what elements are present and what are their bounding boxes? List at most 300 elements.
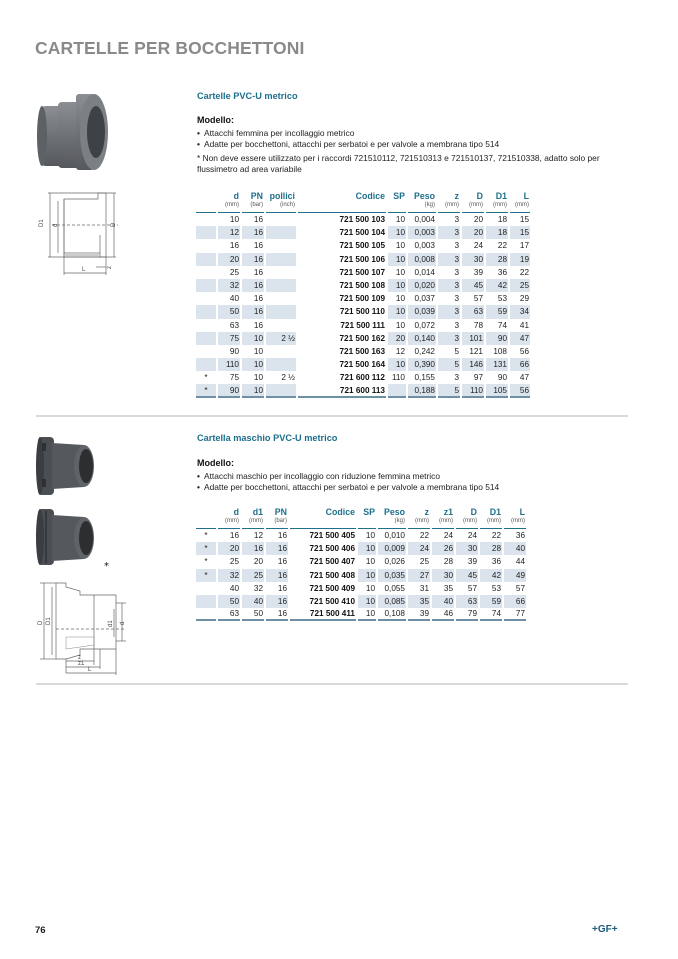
cell-sp: 10 bbox=[388, 305, 406, 318]
cell-codice: 721 500 408 bbox=[309, 570, 355, 580]
cell-d: 57 bbox=[467, 583, 477, 593]
table-row bbox=[196, 226, 530, 239]
cell-sp: 20 bbox=[388, 332, 406, 345]
cell-d: 63 bbox=[218, 608, 240, 621]
cell-d: 50 bbox=[218, 595, 240, 608]
table-row bbox=[196, 279, 530, 292]
dim-label-d: d bbox=[120, 621, 126, 625]
cell-l: 15 bbox=[510, 226, 530, 239]
table-row bbox=[196, 319, 530, 332]
cell-d1: 36 bbox=[497, 267, 507, 277]
cell-codice: 721 500 163 bbox=[339, 346, 385, 356]
cell-l: 56 bbox=[510, 384, 530, 397]
cell-l: 36 bbox=[515, 531, 525, 541]
cell-d1: 42 bbox=[480, 569, 502, 582]
cell-d1: 25 bbox=[242, 569, 264, 582]
cell-d1: 74 bbox=[497, 320, 507, 330]
table-row bbox=[196, 266, 530, 279]
col-header-z: z bbox=[454, 191, 459, 201]
product-photo-male-stub-b bbox=[36, 507, 101, 569]
unit-pollici: (inch) bbox=[266, 201, 296, 213]
modello-label: Modello: bbox=[197, 115, 234, 125]
dim-label-L: L bbox=[88, 667, 92, 673]
cell-mark: * bbox=[204, 531, 208, 541]
cell-d: 24 bbox=[473, 241, 483, 251]
table-row bbox=[196, 213, 530, 226]
cell-d: 32 bbox=[218, 279, 240, 292]
cell-d: 12 bbox=[218, 226, 240, 239]
cell-d1: 131 bbox=[486, 358, 508, 371]
cell-d1: 16 bbox=[242, 542, 264, 555]
cell-pn: 10 bbox=[253, 373, 263, 383]
cell-d: 20 bbox=[473, 215, 483, 225]
cell-sp: 10 bbox=[358, 608, 376, 621]
cell-d1: 50 bbox=[242, 608, 264, 621]
cell-sp: 10 bbox=[388, 358, 406, 371]
table-row bbox=[196, 529, 526, 542]
cell-z: 24 bbox=[408, 542, 430, 555]
cell-codice: 721 500 409 bbox=[309, 583, 355, 593]
cell-codice: 721 500 411 bbox=[290, 608, 356, 621]
cell-pollici bbox=[266, 266, 296, 279]
feature-list bbox=[197, 471, 499, 492]
col-header-L: L bbox=[519, 507, 525, 517]
cell-z1: 35 bbox=[443, 583, 453, 593]
cell-codice: 721 500 103 bbox=[339, 215, 385, 225]
cell-l: 66 bbox=[504, 595, 526, 608]
cell-peso: 0,009 bbox=[378, 542, 406, 555]
cell-d1: 18 bbox=[497, 215, 507, 225]
unit-D: (mm) bbox=[462, 201, 484, 213]
gf-logo: +GF+ bbox=[592, 924, 618, 935]
cell-d: 110 bbox=[218, 358, 240, 371]
cell-codice: 721 600 113 bbox=[298, 384, 386, 397]
cell-z: 35 bbox=[408, 595, 430, 608]
cell-z1: 40 bbox=[432, 595, 454, 608]
cell-l: 66 bbox=[510, 358, 530, 371]
cell-d: 39 bbox=[473, 267, 483, 277]
col-header-codice: Codice bbox=[325, 507, 355, 517]
cell-mark bbox=[196, 582, 216, 595]
cell-l: 49 bbox=[504, 569, 526, 582]
cell-pn: 16 bbox=[242, 226, 264, 239]
table-row bbox=[196, 555, 526, 568]
cell-pn: 16 bbox=[277, 531, 287, 541]
table-units-row bbox=[196, 201, 530, 213]
cell-pn: 16 bbox=[253, 320, 263, 330]
cell-d: 63 bbox=[456, 595, 478, 608]
cell-pollici bbox=[266, 213, 296, 226]
unit-D1: (mm) bbox=[486, 201, 508, 213]
cell-z1: 30 bbox=[432, 569, 454, 582]
col-header-D1: D1 bbox=[489, 507, 501, 517]
cell-pollici: 2 ½ bbox=[281, 373, 295, 383]
usage-note: * Non deve essere utilizzato per i raccordi 721510112, 721510313 e 721510137, 721510338, adatto solo per flussimetro ad area variabile bbox=[197, 153, 600, 174]
cell-l: 17 bbox=[519, 241, 529, 251]
cell-peso: 0,390 bbox=[408, 358, 436, 371]
table-row bbox=[196, 345, 530, 358]
cell-pollici bbox=[266, 226, 296, 239]
cell-d: 20 bbox=[218, 253, 240, 266]
cell-sp: 10 bbox=[395, 215, 405, 225]
cell-mark bbox=[196, 332, 216, 345]
technical-drawing-male-stub bbox=[36, 575, 126, 675]
dim-label-z: z bbox=[107, 266, 113, 269]
col-header-sp: SP bbox=[363, 507, 375, 517]
cell-peso: 0,026 bbox=[384, 557, 405, 567]
cell-d: 25 bbox=[229, 557, 239, 567]
cell-mark: * bbox=[204, 557, 208, 567]
cell-pn: 10 bbox=[242, 358, 264, 371]
cell-sp: 10 bbox=[365, 531, 375, 541]
cell-d: 90 bbox=[218, 384, 240, 397]
cell-d: 30 bbox=[456, 542, 478, 555]
table-row bbox=[196, 253, 530, 266]
cell-sp: 10 bbox=[388, 253, 406, 266]
cell-l: 22 bbox=[519, 267, 529, 277]
dim-label-D: D bbox=[111, 222, 117, 227]
cell-d: 63 bbox=[229, 320, 239, 330]
cell-pollici bbox=[266, 253, 296, 266]
unit-d1: (mm) bbox=[242, 517, 264, 529]
unit-L: (mm) bbox=[510, 201, 530, 213]
cell-sp: 10 bbox=[365, 583, 375, 593]
cell-mark bbox=[196, 253, 216, 266]
cell-codice: 721 500 104 bbox=[339, 228, 385, 238]
table-row bbox=[196, 384, 530, 397]
cell-codice: 721 500 406 bbox=[309, 544, 355, 554]
cell-sp: 10 bbox=[395, 267, 405, 277]
cell-sp: 10 bbox=[388, 226, 406, 239]
table-row bbox=[196, 239, 530, 252]
table-row bbox=[196, 305, 530, 318]
cell-peso: 0,108 bbox=[378, 608, 406, 621]
dim-label-L: L bbox=[82, 267, 86, 273]
feature-item: • Adatte per bocchettoni, attacchi per serbatoi e per valvole a membrana tipo 514 bbox=[197, 481, 500, 492]
cell-codice: 721 500 410 bbox=[309, 597, 355, 607]
cell-d1: 53 bbox=[497, 294, 507, 304]
cell-pollici bbox=[266, 239, 296, 252]
cell-mark bbox=[196, 279, 216, 292]
cell-mark bbox=[196, 266, 216, 279]
col-header-d: d bbox=[233, 507, 239, 517]
cell-codice: 721 500 110 bbox=[339, 307, 385, 317]
cell-l: 77 bbox=[504, 608, 526, 621]
cell-sp: 10 bbox=[358, 595, 376, 608]
cell-codice: 721 500 164 bbox=[339, 360, 385, 370]
dim-label-d1: d1 bbox=[108, 620, 114, 627]
cell-d: 97 bbox=[473, 373, 483, 383]
unit-peso: (kg) bbox=[378, 517, 406, 529]
cell-d1: 90 bbox=[486, 332, 508, 345]
table-row bbox=[196, 332, 530, 345]
cell-d1: 36 bbox=[491, 557, 501, 567]
cell-d1: 12 bbox=[253, 531, 263, 541]
cell-pollici bbox=[266, 319, 296, 332]
modello-label: Modello: bbox=[197, 458, 234, 468]
cell-d1: 108 bbox=[493, 346, 507, 356]
unit-z1: (mm) bbox=[432, 517, 454, 529]
cell-d1: 74 bbox=[480, 608, 502, 621]
cell-peso: 0,003 bbox=[408, 226, 436, 239]
cell-codice: 721 500 106 bbox=[339, 254, 385, 264]
cell-peso: 0,014 bbox=[414, 267, 435, 277]
cell-z1: 24 bbox=[443, 531, 453, 541]
cell-z: 3 bbox=[454, 294, 459, 304]
cell-peso: 0,037 bbox=[414, 294, 435, 304]
page-title: CARTELLE PER BOCCHETTONI bbox=[35, 38, 305, 58]
unit-z: (mm) bbox=[438, 201, 460, 213]
cell-sp: 10 bbox=[395, 241, 405, 251]
cell-peso: 0,010 bbox=[384, 531, 405, 541]
technical-drawing-female-stub bbox=[38, 187, 118, 277]
col-header-sp: SP bbox=[393, 191, 405, 201]
page-number: 76 bbox=[35, 925, 46, 936]
unit-D1: (mm) bbox=[480, 517, 502, 529]
unit-d: (mm) bbox=[218, 517, 240, 529]
cell-codice: 721 600 112 bbox=[339, 373, 385, 383]
col-header-D: D bbox=[476, 191, 483, 201]
col-header-pn: PN bbox=[274, 507, 287, 517]
cell-d: 30 bbox=[462, 253, 484, 266]
cell-d1: 22 bbox=[491, 531, 501, 541]
cell-codice: 721 500 162 bbox=[339, 333, 385, 343]
cell-d1: 32 bbox=[253, 583, 263, 593]
cell-peso: 0,039 bbox=[408, 305, 436, 318]
dim-label-D1: D1 bbox=[39, 219, 45, 227]
col-header-z: z bbox=[424, 507, 429, 517]
cell-mark bbox=[196, 226, 216, 239]
cell-z1: 26 bbox=[432, 542, 454, 555]
cell-peso: 0,020 bbox=[408, 279, 436, 292]
cell-mark: * bbox=[196, 542, 216, 555]
product-photo-male-stub-a bbox=[36, 433, 101, 498]
col-header-peso: Peso bbox=[383, 507, 405, 517]
cell-z: 39 bbox=[408, 608, 430, 621]
cell-codice: 721 500 405 bbox=[309, 531, 355, 541]
cell-d: 45 bbox=[456, 569, 478, 582]
section-title: Cartella maschio PVC-U metrico bbox=[197, 433, 338, 443]
cell-peso: 0,140 bbox=[408, 332, 436, 345]
unit-d: (mm) bbox=[218, 201, 240, 213]
cell-l: 57 bbox=[515, 583, 525, 593]
feature-item: • Adatte per bocchettoni, attacchi per serbatoi e per valvole a membrana tipo 514 bbox=[197, 138, 500, 149]
unit-codice bbox=[298, 201, 386, 213]
cell-d: 10 bbox=[229, 215, 239, 225]
feature-list bbox=[197, 128, 499, 149]
col-header-D1: D1 bbox=[495, 191, 507, 201]
cell-pollici bbox=[266, 384, 296, 397]
spec-table-male bbox=[194, 507, 528, 621]
cell-l: 47 bbox=[510, 332, 530, 345]
cell-d1: 59 bbox=[486, 305, 508, 318]
cell-d: 20 bbox=[462, 226, 484, 239]
cell-mark bbox=[196, 358, 216, 371]
cell-peso: 0,035 bbox=[378, 569, 406, 582]
cell-d: 78 bbox=[473, 320, 483, 330]
cell-codice: 721 500 407 bbox=[309, 557, 355, 567]
unit-sp bbox=[388, 201, 406, 213]
cell-d: 16 bbox=[229, 531, 239, 541]
cell-codice: 721 500 111 bbox=[340, 320, 385, 330]
cell-pn: 10 bbox=[253, 346, 263, 356]
cell-d1: 105 bbox=[486, 384, 508, 397]
cell-d: 146 bbox=[462, 358, 484, 371]
cell-sp: 10 bbox=[395, 320, 405, 330]
feature-item: • Attacchi maschio per incollaggio con riduzione femmina metrico bbox=[197, 471, 441, 481]
cell-d1: 40 bbox=[242, 595, 264, 608]
cell-peso: 0,188 bbox=[408, 384, 436, 397]
cell-z: 5 bbox=[454, 346, 459, 356]
product-photo-female-stub bbox=[36, 92, 116, 172]
cell-pn: 16 bbox=[277, 583, 287, 593]
cell-d: 79 bbox=[456, 608, 478, 621]
cell-d1: 28 bbox=[480, 542, 502, 555]
col-header-z1: z1 bbox=[443, 507, 453, 517]
dim-label-z: z bbox=[78, 655, 81, 661]
cell-pn: 16 bbox=[253, 267, 263, 277]
cell-d1: 22 bbox=[497, 241, 507, 251]
cell-d: 45 bbox=[462, 279, 484, 292]
unit-peso: (kg) bbox=[408, 201, 436, 213]
cell-pn: 10 bbox=[242, 384, 264, 397]
cell-d: 110 bbox=[462, 384, 484, 397]
cell-z: 27 bbox=[408, 569, 430, 582]
cell-d: 50 bbox=[218, 305, 240, 318]
cell-mark: * bbox=[204, 373, 208, 383]
table-row bbox=[196, 358, 530, 371]
table-row bbox=[196, 608, 526, 621]
cell-sp: 10 bbox=[365, 557, 375, 567]
cell-sp: 12 bbox=[395, 346, 405, 356]
cell-peso: 0,085 bbox=[378, 595, 406, 608]
cell-pn: 16 bbox=[266, 542, 288, 555]
cell-pollici bbox=[266, 345, 296, 358]
cell-pollici bbox=[266, 305, 296, 318]
cell-sp: 10 bbox=[388, 279, 406, 292]
col-header-codice: Codice bbox=[355, 191, 385, 201]
cell-pn: 16 bbox=[242, 253, 264, 266]
cell-d: 25 bbox=[229, 267, 239, 277]
cell-peso: 0,003 bbox=[414, 241, 435, 251]
unit-z: (mm) bbox=[408, 517, 430, 529]
cell-l: 15 bbox=[519, 215, 529, 225]
table-header-row bbox=[196, 191, 530, 201]
cell-d1: 20 bbox=[253, 557, 263, 567]
cell-d: 75 bbox=[229, 373, 239, 383]
table-header-row bbox=[196, 507, 526, 517]
cell-sp: 10 bbox=[358, 542, 376, 555]
cell-pollici bbox=[266, 279, 296, 292]
table-row bbox=[196, 542, 526, 555]
cell-codice: 721 500 107 bbox=[339, 267, 385, 277]
section-title: Cartelle PVC-U metrico bbox=[197, 91, 298, 101]
cell-mark bbox=[196, 305, 216, 318]
feature-item: • Attacchi femmina per incollaggio metrico bbox=[197, 128, 355, 138]
unit-codice bbox=[290, 517, 356, 529]
dim-label-D: D bbox=[38, 620, 44, 625]
section-divider bbox=[36, 683, 628, 685]
cell-l: 47 bbox=[519, 373, 529, 383]
cell-z: 3 bbox=[454, 215, 459, 225]
cell-pn: 16 bbox=[266, 595, 288, 608]
cell-mark bbox=[196, 595, 216, 608]
cell-z: 25 bbox=[419, 557, 429, 567]
unit-L: (mm) bbox=[504, 517, 526, 529]
cell-l: 40 bbox=[504, 542, 526, 555]
cell-peso: 0,004 bbox=[414, 215, 435, 225]
table-row bbox=[196, 595, 526, 608]
col-header-pollici: pollici bbox=[269, 191, 295, 201]
cell-l: 25 bbox=[510, 279, 530, 292]
cell-d: 40 bbox=[229, 583, 239, 593]
cell-z: 3 bbox=[454, 373, 459, 383]
cell-sp bbox=[388, 384, 406, 397]
cell-peso: 0,055 bbox=[384, 583, 405, 593]
col-header-D: D bbox=[470, 507, 477, 517]
cell-mark: * bbox=[196, 384, 216, 397]
cell-d: 20 bbox=[218, 542, 240, 555]
col-header-pn: PN bbox=[250, 191, 263, 201]
cell-d: 24 bbox=[467, 531, 477, 541]
cell-l: 29 bbox=[519, 294, 529, 304]
cell-l: 19 bbox=[510, 253, 530, 266]
dim-label-d: d bbox=[53, 223, 59, 227]
cell-l: 56 bbox=[519, 346, 529, 356]
cell-mark: * bbox=[196, 569, 216, 582]
dim-label-D1: D1 bbox=[46, 617, 52, 625]
cell-mark bbox=[196, 608, 216, 621]
cell-z: 3 bbox=[454, 320, 459, 330]
table-row bbox=[196, 569, 526, 582]
cell-d: 75 bbox=[218, 332, 240, 345]
cell-pn: 16 bbox=[253, 241, 263, 251]
cell-z: 22 bbox=[419, 531, 429, 541]
cell-pn: 16 bbox=[242, 305, 264, 318]
table-row bbox=[196, 582, 526, 595]
cell-d1: 53 bbox=[491, 583, 501, 593]
cell-pollici: 2 ½ bbox=[266, 332, 296, 345]
unit-D: (mm) bbox=[456, 517, 478, 529]
cell-pn: 16 bbox=[253, 294, 263, 304]
table-units-row bbox=[196, 517, 526, 529]
cell-peso: 0,072 bbox=[414, 320, 435, 330]
cell-z: 3 bbox=[438, 305, 460, 318]
cell-codice: 721 500 108 bbox=[339, 281, 385, 291]
cell-pollici bbox=[266, 292, 296, 305]
cell-sp: 10 bbox=[358, 569, 376, 582]
unit-sp bbox=[358, 517, 376, 529]
cell-mark bbox=[196, 319, 216, 332]
cell-pn: 16 bbox=[242, 279, 264, 292]
cell-peso: 0,242 bbox=[414, 346, 435, 356]
cell-mark bbox=[196, 213, 216, 226]
cell-l: 34 bbox=[510, 305, 530, 318]
cell-codice: 721 500 109 bbox=[339, 294, 385, 304]
cell-z: 3 bbox=[438, 226, 460, 239]
cell-pn: 10 bbox=[242, 332, 264, 345]
cell-z1: 28 bbox=[443, 557, 453, 567]
cell-peso: 0,008 bbox=[408, 253, 436, 266]
dim-label-z1: z1 bbox=[78, 661, 85, 667]
cell-pollici bbox=[266, 358, 296, 371]
cell-d: 39 bbox=[467, 557, 477, 567]
cell-z: 3 bbox=[454, 267, 459, 277]
col-header-d1: d1 bbox=[252, 507, 263, 517]
cell-z: 3 bbox=[454, 241, 459, 251]
cell-pn: 16 bbox=[266, 569, 288, 582]
cell-pn: 16 bbox=[253, 215, 263, 225]
